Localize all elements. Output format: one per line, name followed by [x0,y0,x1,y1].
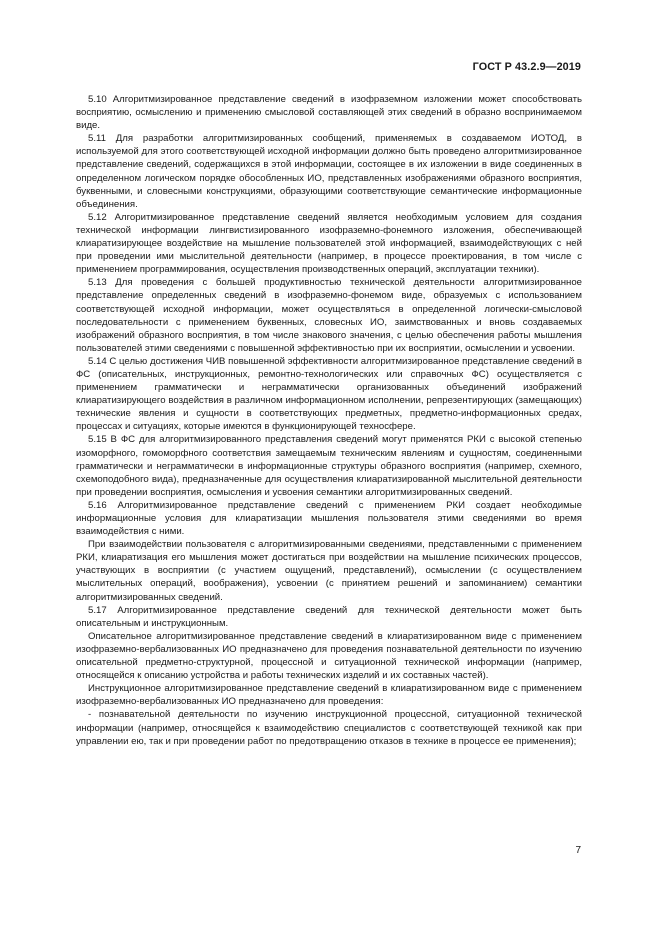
paragraph-instructional-representation: Инструкционное алгоритмизированное представление сведений в клиаратизированном виде с применением изофраземно-вербализованных ИО предназначено для проведения: [76,683,582,708]
paragraph-5-13: 5.13 Для проведения с большей продуктивностью технической деятельности алгоритмизированное представление определенных сведений в изофраземно-фонемом виде, образуемых с использованием соответствующей исходной информации, может осуществляться в определенной логически-смысловой последовательности с применением буквенных, словесных ИО, заимствованных и вновь создаваемых изображений образного восприятия, в том числе знакового значения, с целью обеспечения работы мышления пользователей этими сведениями с повышенной эффективностью при их восприятии, осмыслении и усвоении. [76,277,582,354]
paragraph-descriptive-representation: Описательное алгоритмизированное представление сведений в клиаратизированном виде с применением изофраземно-вербализованных ИО предназначено для проведения познавательной деятельности по изучению описательной предметно-структурной, процессной и ситуационной технической информации (например, относящейся к описанию устройства и работы технических изделий и их составных частей). [76,630,582,682]
paragraph-5-16-interaction: При взаимодействии пользователя с алгоритмизированными сведениями, представленными с применением РКИ, клиаратизация его мышления может достигаться при воздействии на мышление психических процессов, участвующих в восприятии (с участием ощущений, представлений), осмыслении (с осуществлением мыслительных операций, воображения), усвоении (с принятием решений и запоминанием) семантики алгоритмизированных сведений. [76,539,582,603]
list-item-cognitive-activity: - познавательной деятельности по изучению инструкционной процессной, ситуационной технической информации (например, относящейся к взаимодействию специалистов с соответствующей техникой как при управлении ею, так и при проведении работ по предотвращению отказов в технике в процессе ее применения); [76,709,582,747]
paragraph-5-17: 5.17 Алгоритмизированное представление сведений для технической деятельности может быть описательным и инструкционным. [76,604,582,629]
page-number: 7 [575,845,581,856]
paragraph-5-15: 5.15 В ФС для алгоритмизированного представления сведений могут применятся РКИ с высокой степенью изоморфного, гомоморфного соответствия замещаемым техническим явлениям и сущностям, соединенными грамматически и неграмматически в информационные структуры образного восприятия (например, схемного, схемоподобного вида), предназначенные для осуществления клиаратизированной мыслительной деятельности при проведении восприятия, осмысления и усвоения семантики алгоритмизированных сведений. [76,434,582,498]
paragraph-5-10: 5.10 Алгоритмизированное представление сведений в изофраземном изложении может способствовать восприятию, осмыслению и применению смысловой составляющей этих сведений в образно воспринимаемом виде. [76,94,582,132]
paragraph-5-16: 5.16 Алгоритмизированное представление сведений с применением РКИ создает необходимые информационные условия для клиаратизации мышления пользователя этими сведениями во время взаимодействия с ними. [76,499,582,538]
paragraph-5-14: 5.14 С целью достижения ЧИВ повышенной эффективности алгоритмизированное представление сведений в ФС (описательных, инструкционных, ремонтно-технологических или справочных ФС) осуществляется с применением грамматически и неграмматически организованных объединений изображений клиаратизирующего воздействия в различном информационном исполнении, репрезентирующих (замещающих) технические явления и сущности в соответствующих предметных, предметно-информационных средах, процессах и ситуациях, которые имеются в функционирующей техносфере. [76,355,582,433]
document-body [76,93,582,748]
paragraph-5-11: 5.11 Для разработки алгоритмизированных сообщений, применяемых в создаваемом ИОТОД, в используемой для этого соответствующей исходной информации должно быть проведено алгоритмизированное представление сведений, содержащихся в этой информации, состоящее в их изложении в виде соединенных в определенном логическом порядке обособленных ИО, представленных изображениями образного восприятия, буквенными, и словесными конструкциями, образующими соответствующие семантические информационные объединения. [76,133,582,210]
paragraph-5-12: 5.12 Алгоритмизированное представление сведений является необходимым условием для создания технической информации лингвистизированного изофраземно-фонемного изложения, обеспечивающей клиаратизирующее воздействие на мышление пользователей этой информацией, взаимодействующих с ней при проведении ими мыслительной деятельности (например, в процессе проектирования, в том числе с применением программирования, осуществления производственных операций, эксплуатации техники). [76,211,582,276]
standard-id-header: ГОСТ Р 43.2.9—2019 [472,61,581,73]
